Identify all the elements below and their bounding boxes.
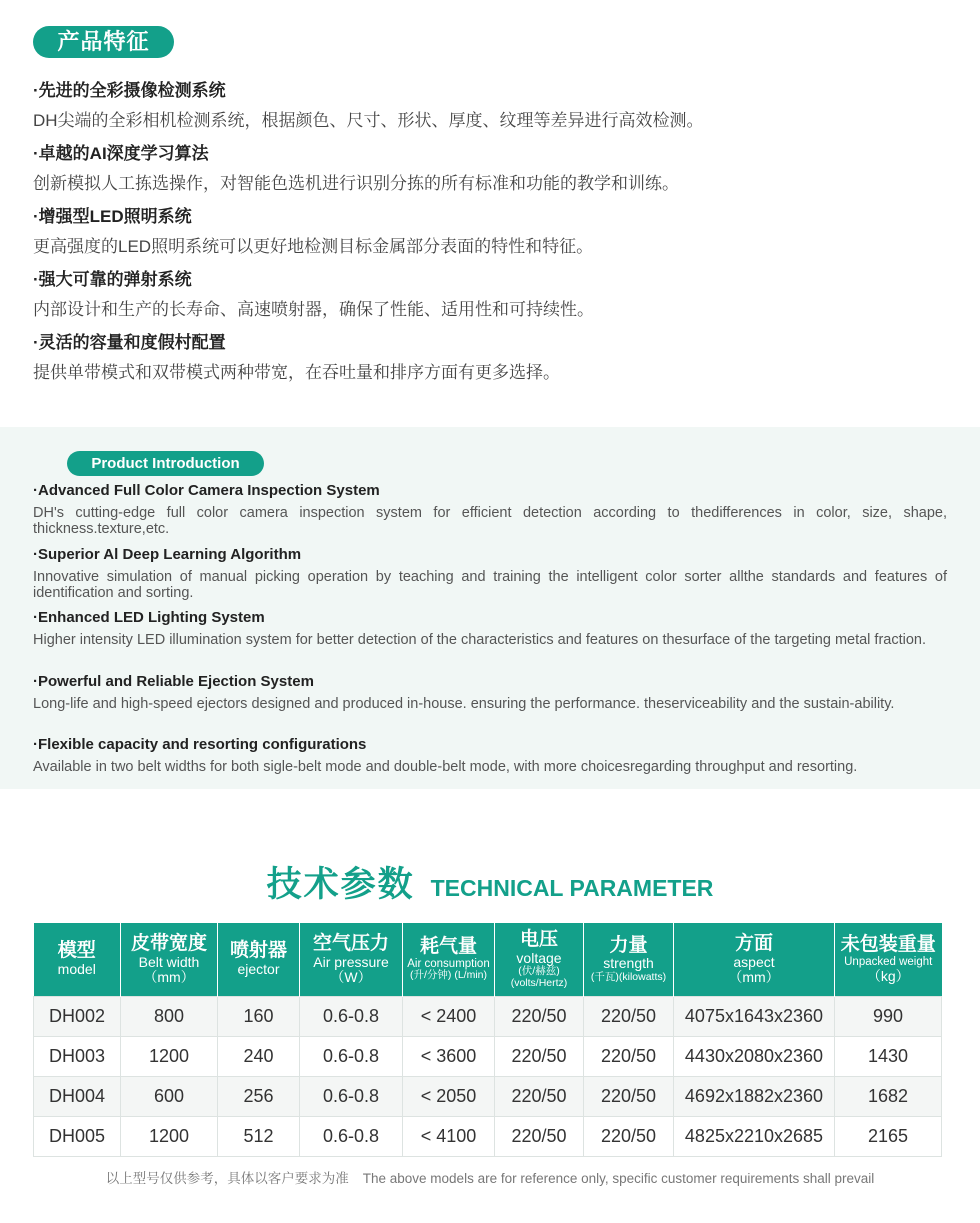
- cell-air-consumption: < 4100: [403, 1117, 495, 1157]
- cell-model: DH003: [34, 1037, 121, 1077]
- cell-model: DH002: [34, 997, 121, 1037]
- cell-belt-width: 800: [121, 997, 218, 1037]
- cell-unpacked-weight: 990: [835, 997, 942, 1037]
- feature-desc: 内部设计和生产的长寿命、高速喷射器，确保了性能、适用性和可持续性。: [33, 300, 594, 319]
- cell-unpacked-weight: 2165: [835, 1117, 942, 1157]
- feature-title: ·增强型LED照明系统: [33, 207, 192, 226]
- cell-air-pressure: 0.6-0.8: [300, 1037, 403, 1077]
- intro-desc: DH's cutting-edge full color camera inspection system for efficient detection according to thedifferences in color, size, shape, thickness.texture,etc.: [33, 505, 947, 537]
- feature-title: ·先进的全彩摄像检测系统: [33, 81, 226, 100]
- cell-voltage: 220/50: [495, 1117, 584, 1157]
- tech-title-cn: 技术参数: [266, 865, 415, 904]
- cell-belt-width: 600: [121, 1077, 218, 1117]
- intro-title: ·Advanced Full Color Camera Inspection System: [33, 482, 380, 499]
- cell-strength: 220/50: [584, 1037, 674, 1077]
- intro-desc: Available in two belt widths for both sigle-belt mode and double-belt mode, with more choicesregarding throughput and resorting.: [33, 759, 858, 775]
- tech-title-en: TECHNICAL PARAMETER: [430, 875, 714, 901]
- cell-strength: 220/50: [584, 997, 674, 1037]
- features-badge-cn: 产品特征: [33, 26, 174, 58]
- header-air-pressure: 空气压力 Air pressure （W）: [300, 923, 403, 997]
- feature-desc: 更高强度的LED照明系统可以更好地检测目标金属部分表面的特性和特征。: [33, 237, 594, 256]
- cell-strength: 220/50: [584, 1117, 674, 1157]
- introduction-section-en: [0, 427, 980, 789]
- cell-belt-width: 1200: [121, 1037, 218, 1077]
- introduction-list-en: [33, 479, 947, 797]
- cell-model: DH004: [34, 1077, 121, 1117]
- cell-aspect: 4692x1882x2360: [674, 1077, 835, 1117]
- header-aspect: 方面 aspect （mm）: [674, 923, 835, 997]
- header-model: 模型 model: [34, 923, 121, 997]
- table-row: [34, 1037, 942, 1077]
- cell-air-consumption: < 2050: [403, 1077, 495, 1117]
- technical-parameter-section: [0, 789, 980, 1223]
- intro-desc: Higher intensity LED illumination system for better detection of the characteristics and features on thesurface of the targeting metal fraction.: [33, 632, 927, 648]
- intro-desc: Long-life and high-speed ejectors designed and produced in-house. ensuring the performance. theserviceability and the sustain-ability.: [33, 695, 895, 712]
- feature-desc: 提供单带模式和双带模式两种带宽，在吞吐量和排序方面有更多选择。: [33, 363, 560, 382]
- cell-ejector: 256: [218, 1077, 300, 1117]
- footnote-cn: 以上型号仅供参考，具体以客户要求为准: [105, 1171, 349, 1186]
- cell-unpacked-weight: 1682: [835, 1077, 942, 1117]
- intro-desc: Innovative simulation of manual picking operation by teaching and training the intelligent color sorter allthe standards and features of identification and sorting.: [33, 568, 947, 601]
- cell-air-consumption: < 3600: [403, 1037, 495, 1077]
- cell-strength: 220/50: [584, 1077, 674, 1117]
- feature-desc: 创新模拟人工拣选操作，对智能色选机进行识别分拣的所有标准和功能的教学和训练。: [33, 174, 679, 193]
- cell-air-pressure: 0.6-0.8: [300, 1117, 403, 1157]
- header-strength: 力量 strength (千瓦)(kilowatts): [584, 923, 674, 997]
- intro-title: ·Flexible capacity and resorting configurations: [33, 736, 367, 753]
- cell-ejector: 240: [218, 1037, 300, 1077]
- table-row: [34, 997, 942, 1037]
- cell-air-pressure: 0.6-0.8: [300, 1077, 403, 1117]
- introduction-badge-en: Product Introduction: [67, 451, 264, 476]
- intro-title: ·Superior Al Deep Learning Algorithm: [33, 545, 302, 563]
- feature-desc: DH尖端的全彩相机检测系统，根据颜色、尺寸、形状、厚度、纹理等差异进行高效检测。: [33, 111, 704, 130]
- cell-ejector: 512: [218, 1117, 300, 1157]
- cell-aspect: 4825x2210x2685: [674, 1117, 835, 1157]
- table-row: [34, 1117, 942, 1157]
- header-air-consumption: 耗气量 Air consumption (升/分钟) (L/min): [403, 923, 495, 997]
- cell-belt-width: 1200: [121, 1117, 218, 1157]
- intro-title: ·Powerful and Reliable Ejection System: [33, 672, 314, 690]
- footnote-en: The above models are for reference only, specific customer requirements shall prevail: [362, 1171, 875, 1186]
- table-row: [34, 1077, 942, 1117]
- technical-parameter-heading: [0, 857, 980, 907]
- cell-unpacked-weight: 1430: [835, 1037, 942, 1077]
- feature-title: ·灵活的容量和度假村配置: [33, 333, 226, 352]
- cell-aspect: 4075x1643x2360: [674, 997, 835, 1037]
- header-ejector: 喷射器 ejector: [218, 923, 300, 997]
- features-list-cn: [33, 78, 950, 393]
- header-voltage: 电压 voltage (伏/赫兹)(volts/Hertz): [495, 923, 584, 997]
- feature-title: ·卓越的AI深度学习算法: [33, 144, 209, 163]
- table-header-row: [34, 923, 942, 997]
- cell-model: DH005: [34, 1117, 121, 1157]
- features-section-cn: [0, 0, 980, 427]
- cell-ejector: 160: [218, 997, 300, 1037]
- feature-title: ·强大可靠的弹射系统: [33, 270, 192, 289]
- cell-voltage: 220/50: [495, 1077, 584, 1117]
- cell-voltage: 220/50: [495, 1037, 584, 1077]
- header-belt-width: 皮带宽度 Belt width （mm）: [121, 923, 218, 997]
- header-unpacked-weight: 未包装重量 Unpacked weight （kg）: [835, 923, 942, 997]
- parameter-table: [33, 923, 942, 1157]
- cell-aspect: 4430x2080x2360: [674, 1037, 835, 1077]
- table-footnote: [0, 1167, 980, 1187]
- cell-air-pressure: 0.6-0.8: [300, 997, 403, 1037]
- cell-air-consumption: < 2400: [403, 997, 495, 1037]
- cell-voltage: 220/50: [495, 997, 584, 1037]
- intro-title: ·Enhanced LED Lighting System: [33, 609, 265, 626]
